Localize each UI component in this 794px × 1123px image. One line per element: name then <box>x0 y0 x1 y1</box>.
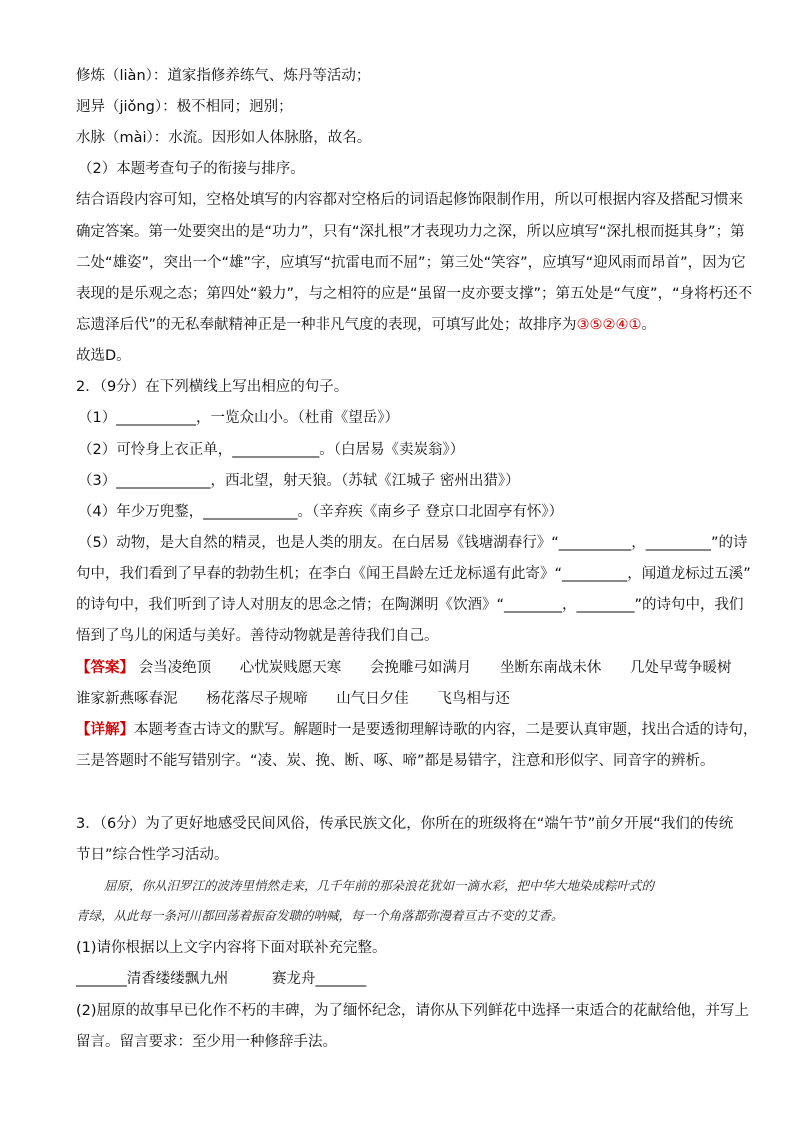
q1-analysis-line: 确定答案。第一处要突出的是“功力”，只有“深扎根”才表现功力之深，所以应填写“深扎根而挺其身”；第 <box>76 224 745 240</box>
q2-blank-5-line: 悟到了鸟儿的闲适与美好。善待动物就是善待我们自己。 <box>76 628 439 644</box>
q3-sub2: 留言。留言要求：至少用一种修辞手法。 <box>76 1034 337 1050</box>
q2-detail-line <box>76 720 758 740</box>
answer-item: 心忧炭贱愿天寒 <box>239 660 342 676</box>
quyuan-passage-line: 屈原，你从汨罗江的波涛里悄然走来，几千年前的那朵浪花犹如一滴水彩，把中华大地染成粽叶式的 <box>104 878 655 893</box>
answer-item: 山气日夕佳 <box>336 691 409 707</box>
q2-answer-row <box>76 658 732 678</box>
answer-item: 谁家新燕啄春泥 <box>76 691 178 707</box>
q3-heading: 节日”综合性学习活动。 <box>76 847 229 863</box>
q1-analysis-line: 二处“雄姿”，突出一个“雄”字，应填写“抗雷电而不屈”；第三处“笑容”，应填写“迎风雨而昂首”，因为它 <box>76 255 746 271</box>
couplet-row <box>76 969 726 989</box>
q3-heading: 3．（6分）为了更好地感受民间风俗，传承民族文化，你所在的班级将在“端午节”前夕开展“我们的传统 <box>76 816 734 832</box>
q1-choice: 故选D。 <box>76 348 131 364</box>
answer-item: 会挽雕弓如满月 <box>369 660 472 676</box>
q1-analysis-line: 表现的是乐观之态；第四处“毅力”，与之相符的应是“虽留一皮亦要支撑”；第五处是“气度”，“身将朽还不 <box>76 286 753 302</box>
vocab-item-xiulian: 修炼（liàn）：道家指修养练气、炼丹等活动； <box>76 68 371 84</box>
q2-blank-5-line: （5）动物，是大自然的精灵，也是人类的朋友。在白居易《钱塘湖春行》“__________，_________”的诗 <box>78 535 748 551</box>
q2-blank-5-line: 的诗句中，我们听到了诗人对朋友的思念之情；在陶渊明《饮酒》“________，________”的诗句中，我们 <box>76 597 744 613</box>
answer-item: 几处早莺争暖树 <box>630 660 732 676</box>
answer-item: 杨花落尽子规啼 <box>206 691 308 707</box>
couplet-left: _______清香缕缕飘九州 <box>76 971 229 987</box>
q2-blank-5-line: 句中，我们看到了早春的勃勃生机；在李白《闻王昌龄左迁龙标遥有此寄》“_________，闻道龙标过五溪” <box>76 566 751 582</box>
q2-blank-4: （4）年少万兜鍪，_____________。（辛弃疾《南乡子 登京口北固亭有怀》） <box>78 504 564 520</box>
detail-tag: 【详解】 <box>76 722 134 738</box>
answer-item: 飞鸟相与还 <box>437 691 510 707</box>
quyuan-passage-line: 青绿，从此每一条河川都回荡着振奋发聩的呐喊，每一个角落都弥漫着亘古不变的艾香。 <box>76 908 564 923</box>
vocab-item-shuimai: 水脉（mài）：水流。因形如人体脉胳，故名。 <box>76 130 372 146</box>
q1-analysis-line: 结合语段内容可知，空格处填写的内容都对空格后的词语起修饰限制作用，所以可根据内容及搭配习惯来 <box>76 192 743 208</box>
answer-item: 坐断东南战未休 <box>499 660 602 676</box>
q2-heading: 2．（9分）在下列横线上写出相应的句子。 <box>76 379 349 395</box>
period: 。 <box>641 317 657 333</box>
q1-part2-heading: （2）本题考查句子的衔接与排序。 <box>78 161 305 177</box>
answer-tag: 【答案】 <box>76 660 134 676</box>
q1-analysis-line <box>76 315 726 335</box>
q2-blank-1: （1）___________，一览众山小。（杜甫《望岳》） <box>78 410 399 426</box>
q2-blank-2: （2）可怜身上衣正单，____________。（白居易《卖炭翁》） <box>78 442 465 458</box>
q3-sub1: (1)请你根据以上文字内容将下面对联补充完整。 <box>76 940 387 956</box>
detail-text: 本题考查古诗文的默写。解题时一是要透彻理解诗歌的内容，二是要认真审题，找出合适的诗句， <box>134 722 758 738</box>
q2-answer-row <box>76 689 726 709</box>
q2-blank-3: （3）_____________，西北望，射天狼。（苏轼《江城子 密州出猎》） <box>78 473 520 489</box>
order-sequence: ③⑤②④① <box>576 317 642 333</box>
q2-detail-line: 三是答题时不能写错别字。“凌、炭、挽、断、啄、啼”都是易错字，注意和形似字、同音字的辨析。 <box>76 753 715 769</box>
q3-sub2: (2)屈原的故事早已化作不朽的丰碑，为了缅怀纪念，请你从下列鲜花中选择一束适合的花献给他，并写上 <box>76 1003 750 1019</box>
answer-item: 会当凌绝顶 <box>138 660 212 676</box>
q1-analysis-text: 忘遗泽后代”的无私奉献精神正是一种非凡气度的表现，可填写此处；故排序为 <box>76 317 577 333</box>
couplet-right: 赛龙舟_______ <box>272 971 367 987</box>
vocab-item-jiongyi: 迥异（jiǒng）：极不相同；迥别； <box>76 99 293 115</box>
